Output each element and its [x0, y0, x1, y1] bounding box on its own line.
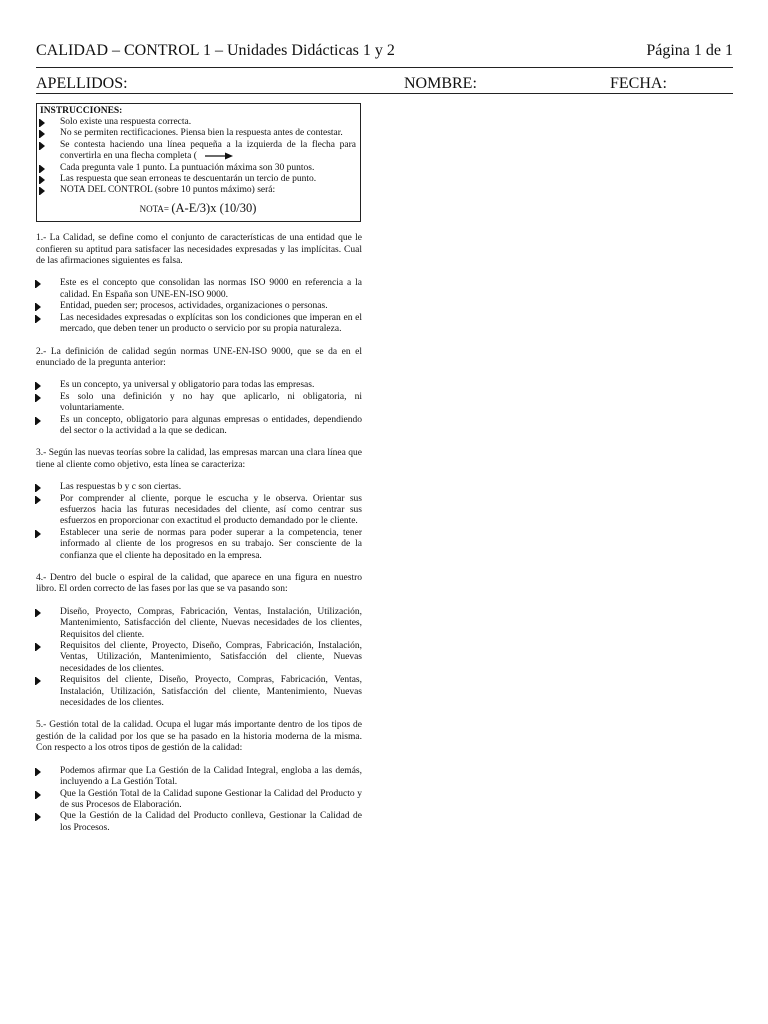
answer-arrow-icon[interactable] — [36, 394, 41, 402]
answer-option[interactable]: Es un concepto, obligatorio para algunas empresas o entidades, dependiendo del sector o la actividad a la que se dedican. — [36, 415, 362, 438]
bullet-arrow-icon — [40, 142, 45, 150]
fields-divider — [36, 93, 733, 94]
question — [36, 720, 362, 834]
answer-option[interactable]: Establecer una serie de normas para poder superar a la competencia, tener informado al cliente de los progresos en su trabajo. Ser consciente de la confianza que el cliente ha depositado en la empresa. — [36, 528, 362, 562]
page-number: Página 1 de 1 — [646, 42, 733, 59]
answer-options — [36, 482, 362, 562]
grade-formula — [40, 200, 356, 216]
question — [36, 573, 362, 709]
answer-arrow-icon[interactable] — [36, 530, 41, 538]
answer-arrow-icon[interactable] — [36, 791, 41, 799]
instruction-item: NOTA DEL CONTROL (sobre 10 puntos máximo) será: — [40, 185, 356, 196]
question-text: 3.- Según las nuevas teorías sobre la calidad, las empresas marcan una clara línea que tiene al cliente como objetivo, esta línea se caracteriza: — [36, 448, 362, 470]
formula-label: NOTA= — [139, 203, 169, 214]
question-text: 2.- La definición de calidad según normas UNE-EN-ISO 9000, que se da en el enunciado de la pregunta anterior: — [36, 346, 362, 368]
answer-option[interactable]: Por comprender al cliente, porque le escucha y le observa. Orientar sus esfuerzos hacia las futuras necesidades del cliente, así como centrar sus esfuerzos en proporcionar con exactitud el producto demandado por le cliente. — [36, 494, 362, 528]
header-divider — [36, 67, 733, 68]
answer-option[interactable]: Que la Gestión Total de la Calidad supone Gestionar la Calidad del Producto y de sus Procesos de Elaboración. — [36, 789, 362, 812]
answer-option[interactable]: Requisitos del cliente, Proyecto, Diseño, Compras, Fabricación, Instalación, Ventas, Utilización, Mantenimiento, Satisfacción del cliente, Nuevas necesidades de los clientes. — [36, 641, 362, 675]
question — [36, 233, 362, 335]
instruction-item: Solo existe una respuesta correcta. — [40, 117, 356, 128]
complete-arrow-icon — [205, 152, 233, 160]
answer-arrow-icon[interactable] — [36, 609, 41, 617]
answer-option[interactable]: Este es el concepto que consolidan las normas ISO 9000 en referencia a la calidad. En España son UNE-EN-ISO 9000. — [36, 278, 362, 301]
answer-arrow-icon[interactable] — [36, 643, 41, 651]
question — [36, 347, 362, 438]
answer-option[interactable]: Que la Gestión de la Calidad del Producto conlleva, Gestionar la Calidad de los Procesos. — [36, 811, 362, 834]
document-title: CALIDAD – CONTROL 1 – Unidades Didácticas 1 y 2 — [36, 42, 395, 59]
answer-option[interactable]: Es solo una definición y no hay que aplicarlo, ni obligatoria, ni voluntariamente. — [36, 392, 362, 415]
instruction-item: No se permiten rectificaciones. Piensa bien la respuesta antes de contestar. — [40, 128, 356, 139]
formula-expression: (A-E/3)x (10/30) — [171, 200, 257, 215]
answer-options — [36, 607, 362, 710]
answer-arrow-icon[interactable] — [36, 768, 41, 776]
instruction-item: Se contesta haciendo una línea pequeña a la izquierda de la flecha para convertirla en una flecha completa ( — [40, 140, 356, 163]
answer-option[interactable]: Requisitos del cliente, Diseño, Proyecto, Compras, Fabricación, Ventas, Instalación, Utilización, Satisfacción del cliente, Mantenimiento, Nuevas necesidades de los clientes. — [36, 675, 362, 709]
question-text: 5.- Gestión total de la calidad. Ocupa el lugar más importante dentro de los tipos de gestión de la calidad por los que se ha pasado en la historia moderna de la misma. Con respecto a los otros tipos de gestión de la calidad: — [36, 720, 362, 754]
answer-option[interactable]: Las respuestas b y c son ciertas. — [36, 482, 362, 493]
question-text: 4.- Dentro del bucle o espiral de la calidad, que aparece en una figura en nuestro libro. El orden correcto de las fases por las que se va pasando son: — [36, 573, 362, 595]
bullet-arrow-icon — [40, 165, 45, 173]
answer-arrow-icon[interactable] — [36, 484, 41, 492]
answer-option[interactable]: Entidad, pueden ser; procesos, actividades, organizaciones o personas. — [36, 301, 362, 312]
answer-arrow-icon[interactable] — [36, 496, 41, 504]
answer-option[interactable]: Las necesidades expresadas o explícitas son los condiciones que imperan en el mercado, que deben tener un producto o servicio por su propia naturaleza. — [36, 313, 362, 336]
fecha-label: FECHA: — [610, 75, 667, 92]
instructions-box — [36, 103, 361, 222]
bullet-arrow-icon — [40, 176, 45, 184]
bullet-arrow-icon — [40, 130, 45, 138]
answer-arrow-icon[interactable] — [36, 382, 41, 390]
instruction-item: Cada pregunta vale 1 punto. La puntuación máxima son 30 puntos. — [40, 163, 356, 174]
answer-arrow-icon[interactable] — [36, 417, 41, 425]
answer-option[interactable]: Diseño, Proyecto, Compras, Fabricación, Ventas, Instalación, Utilización, Mantenimiento, Satisfacción del cliente, Nuevas necesidades de los clientes, Requisitos del cliente. — [36, 607, 362, 641]
answer-arrow-icon[interactable] — [36, 280, 41, 288]
answer-options — [36, 766, 362, 834]
page-header — [36, 42, 733, 60]
answer-arrow-icon[interactable] — [36, 813, 41, 821]
question — [36, 448, 362, 562]
nombre-label: NOMBRE: — [404, 75, 477, 92]
question-text: 1.- La Calidad, se define como el conjunto de características de una entidad que le confieren su aptitud para satisfacer las necesidades expresadas y las implícitas. Cual de las afirmaciones siguientes es falsa. — [36, 233, 362, 267]
instruction-item: Las respuesta que sean erroneas te descuentarán un tercio de punto. — [40, 174, 356, 185]
instructions-title: INSTRUCCIONES: — [40, 106, 123, 116]
answer-option[interactable]: Podemos afirmar que La Gestión de la Calidad Integral, engloba a las demás, incluyendo a La Gestión Total. — [36, 766, 362, 789]
apellidos-label: APELLIDOS: — [36, 75, 128, 92]
answer-options — [36, 278, 362, 335]
answer-options — [36, 380, 362, 437]
bullet-arrow-icon — [40, 119, 45, 127]
bullet-arrow-icon — [40, 187, 45, 195]
exam-column — [36, 103, 362, 834]
answer-arrow-icon[interactable] — [36, 315, 41, 323]
answer-arrow-icon[interactable] — [36, 677, 41, 685]
answer-option[interactable]: Es un concepto, ya universal y obligatorio para todas las empresas. — [36, 380, 362, 391]
instructions-list — [40, 117, 356, 197]
answer-arrow-icon[interactable] — [36, 303, 41, 311]
